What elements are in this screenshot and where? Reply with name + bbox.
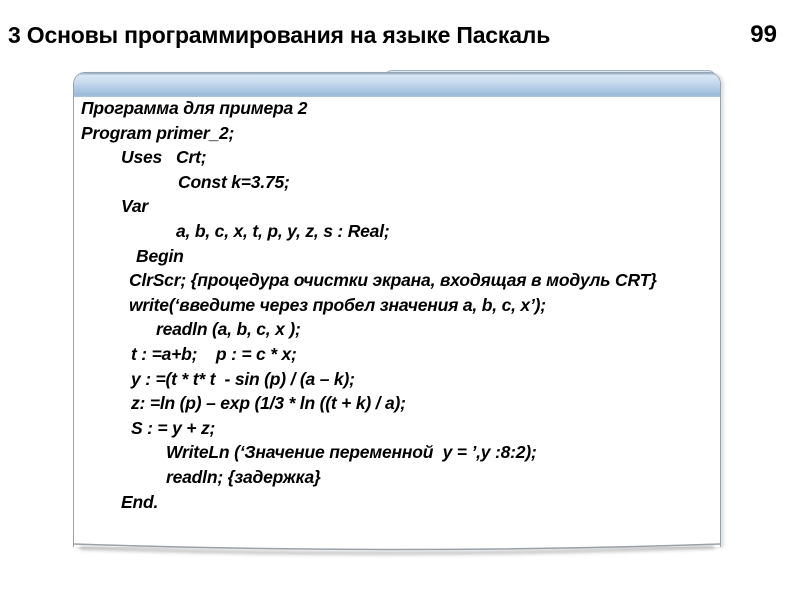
code-line: WriteLn (‘Значение переменной y = ’,y :8:2); [166,442,537,463]
code-panel [73,72,721,547]
code-line: readln; {задержка} [166,466,321,487]
code-line: Begin [136,245,184,266]
slide-header [0,0,800,60]
code-line: z: =ln (p) – exp (1/3 * ln ((t + k) / a); [131,393,406,414]
code-line: Program primer_2; [81,122,235,143]
code-line: ClrScr; {процедура очистки экрана, входящая в модуль CRT} [129,270,657,291]
code-line: S : = y + z; [131,417,216,438]
code-block [81,96,714,514]
code-line: Var [121,196,148,217]
page-number: 99 [750,21,777,48]
code-line: Const k=3.75; [178,171,290,192]
code-line: End. [121,491,159,512]
code-line: t : =a+b; p : = c * x; [131,343,297,364]
code-line: write(‘введите через пробел значения a, b, c, x’); [129,294,546,315]
code-line: Программа для примера 2 [81,98,308,118]
page-title: 3 Основы программирования на языке Паскаль [8,22,551,48]
code-line: readln (a, b, c, x ); [156,319,301,340]
code-line: a, b, c, x, t, p, y, z, s : Real; [176,220,390,241]
panel-bottom-curve [72,538,722,560]
code-line: y : =(t * t* t - sin (p) / (a – k); [131,368,355,389]
code-line: Uses Crt; [121,147,207,168]
